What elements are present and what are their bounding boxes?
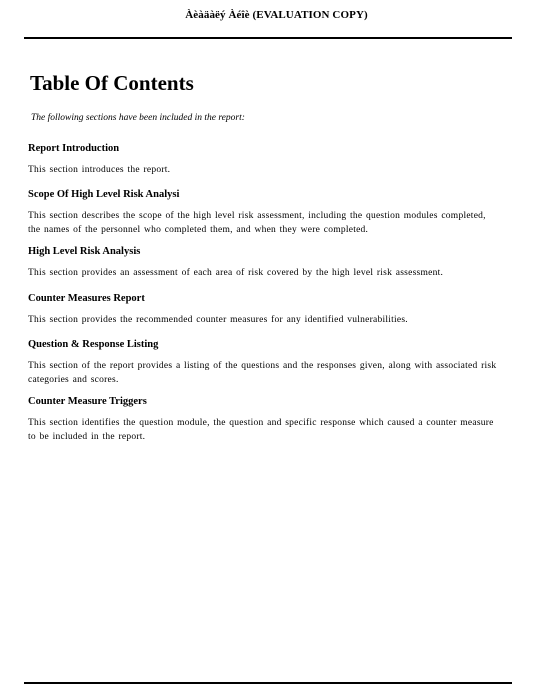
section-description: This section provides the recommended counter measures for any identified vulnerabilities. — [28, 315, 408, 325]
section-description: This section introduces the report. — [28, 165, 171, 175]
toc-section-report-introduction — [28, 142, 500, 178]
toc-section-question-response-listing — [28, 338, 500, 387]
section-title: Scope Of High Level Risk Analysi — [28, 189, 180, 200]
section-title: Counter Measures Report — [28, 293, 145, 304]
footer-rule — [24, 682, 512, 684]
section-description: This section identifies the question module, the question and specific response which caused a counter measure to be included in the report. — [28, 418, 494, 442]
section-title: Counter Measure Triggers — [28, 396, 147, 407]
toc-section-counter-measure-triggers — [28, 395, 500, 444]
page-title: Table Of Contents — [30, 71, 194, 95]
section-description: This section describes the scope of the high level risk assessment, including the question modules completed, the names of the personnel who completed them, and when they were completed. — [28, 211, 486, 235]
evaluation-header: Àèàäàëý Àéîè (EVALUATION COPY) — [185, 9, 368, 21]
toc-section-scope — [28, 188, 500, 237]
section-title: Question & Response Listing — [28, 339, 159, 350]
section-title: Report Introduction — [28, 143, 120, 154]
section-description: This section of the report provides a listing of the questions and the responses given, along with associated risk categories and scores. — [28, 361, 497, 385]
intro-text: The following sections have been included in the report: — [31, 113, 245, 123]
header-rule — [24, 37, 512, 39]
section-description: This section provides an assessment of each area of risk covered by the high level risk assessment. — [28, 268, 444, 278]
toc-section-high-level-risk-analysis — [28, 245, 500, 281]
toc-section-counter-measures-report — [28, 292, 500, 328]
section-title: High Level Risk Analysis — [28, 246, 141, 257]
